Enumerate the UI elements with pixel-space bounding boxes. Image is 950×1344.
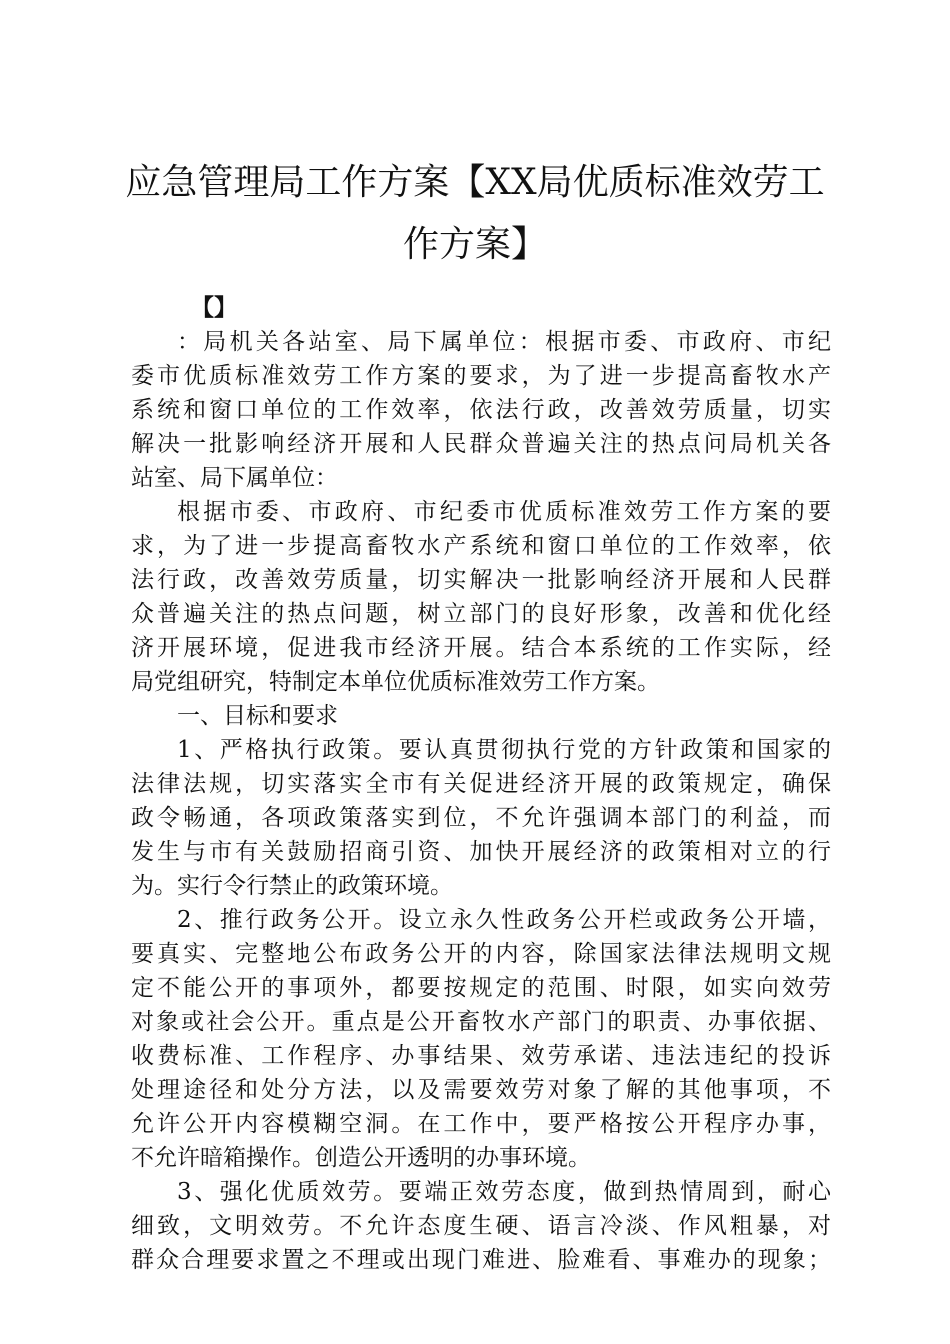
paragraph-3: [131, 733, 831, 903]
paragraph-line: 站室、局下属单位：: [131, 465, 338, 491]
paragraph-line: 根据市委、市政府、市纪委市优质标准效劳工作方案的要: [177, 499, 831, 525]
paragraph-5: [131, 1175, 831, 1277]
paragraph-line: 发生与市有关鼓励招商引资、加快开展经济的政策相对立的行: [131, 839, 831, 865]
paragraph-line: 细致，文明效劳。不允许态度生硬、语言冷淡、作风粗暴，对: [131, 1213, 831, 1239]
paragraph-line: 法行政，改善效劳质量，切实解决一批影响经济开展和人民群: [131, 567, 831, 593]
paragraph-4: [131, 903, 831, 1175]
paragraph-line: 要真实、完整地公布政务公开的内容，除国家法律法规明文规: [131, 941, 831, 967]
paragraph-line: 法律法规，切实落实全市有关促进经济开展的政策规定，确保: [131, 771, 831, 797]
paragraph-line: 求，为了进一步提高畜牧水产系统和窗口单位的工作效率，依: [131, 533, 831, 559]
paragraph-line: 众普遍关注的热点问题，树立部门的良好形象，改善和优化经: [131, 601, 831, 627]
paragraph-line: 济开展环境，促进我市经济开展。结合本系统的工作实际，经: [131, 635, 831, 661]
paragraph-line: 系统和窗口单位的工作效率，依法行政，改善效劳质量，切实: [131, 397, 831, 423]
bracket-label: 【】: [191, 294, 237, 321]
document-title: [110, 152, 840, 276]
paragraph-line: 处理途径和处分方法，以及需要效劳对象了解的其他事项，不: [131, 1077, 831, 1103]
paragraph-line: ：局机关各站室、局下属单位：根据市委、市政府、市纪: [177, 329, 831, 355]
paragraph-line: 允许公开内容模糊空洞。在工作中，要严格按公开程序办事，: [131, 1111, 831, 1137]
heading-line: 一、目标和要求: [177, 703, 338, 729]
section-heading: [131, 699, 831, 733]
paragraph-line: 局党组研究，特制定本单位优质标准效劳工作方案。: [131, 669, 660, 695]
paragraph-line: 收费标准、工作程序、办事结果、效劳承诺、违法违纪的投诉: [131, 1043, 831, 1069]
paragraph-line: 3、强化优质效劳。要端正效劳态度，做到热情周到，耐心: [177, 1179, 831, 1205]
paragraph-1: [131, 325, 831, 495]
document-body: [131, 291, 831, 1277]
paragraph-line: 2、推行政务公开。设立永久性政务公开栏或政务公开墙，: [177, 907, 831, 933]
title-line-1: 应急管理局工作方案【XX局优质标准效劳工: [125, 162, 825, 203]
paragraph-line: 不允许暗箱操作。创造公开透明的办事环境。: [131, 1145, 591, 1171]
paragraph-2: [131, 495, 831, 699]
paragraph-line: 对象或社会公开。重点是公开畜牧水产部门的职责、办事依据、: [131, 1009, 831, 1035]
paragraph-line: 委市优质标准效劳工作方案的要求，为了进一步提高畜牧水产: [131, 363, 831, 389]
paragraph-line: 政令畅通，各项政策落实到位，不允许强调本部门的利益，而: [131, 805, 831, 831]
title-line-2: 作方案】: [402, 224, 547, 265]
paragraph-line: 定不能公开的事项外，都要按规定的范围、时限，如实向效劳: [131, 975, 831, 1001]
paragraph-line: 解决一批影响经济开展和人民群众普遍关注的热点问局机关各: [131, 431, 831, 457]
paragraph-line: 群众合理要求置之不理或出现门难进、脸难看、事难办的现象；: [131, 1247, 831, 1273]
paragraph-line: 1、严格执行政策。要认真贯彻执行党的方针政策和国家的: [177, 737, 831, 763]
paragraph-line: 为。实行令行禁止的政策环境。: [131, 873, 453, 899]
